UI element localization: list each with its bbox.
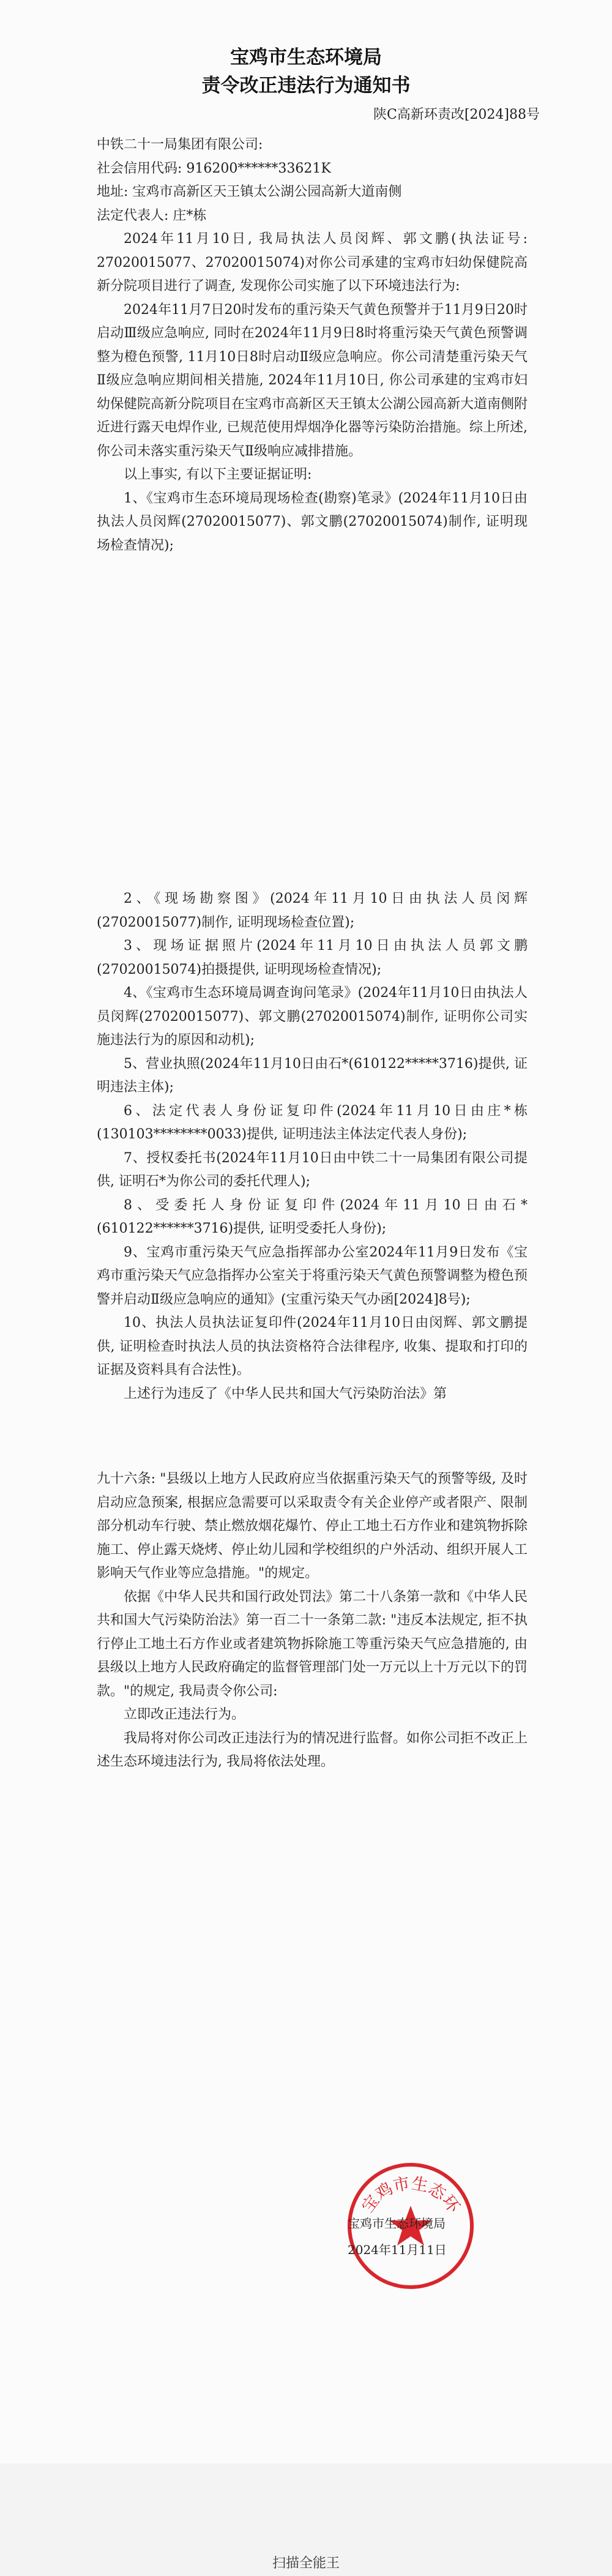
paragraph-order: 立即改正违法行为。	[124, 1707, 245, 1722]
evidence-item: 7、授权委托书(2024年11月10日由中铁二十一局集团有限公司提供, 证明石*为你公司的委托代理人);	[97, 1150, 528, 1189]
notice-title: 责令改正违法行为通知书	[201, 75, 411, 97]
signature-date: 2024年11月11日	[348, 2242, 447, 2257]
evidence-item: 5、营业执照(2024年11月10日由石*(610122*****3716)提供, 证明违法主体);	[97, 1056, 528, 1095]
document-body-part3	[97, 1468, 528, 1774]
scanner-app-name: 扫描全能王	[272, 2556, 340, 2571]
paragraph-investigation: 2024年11月10日, 我局执法人员闵辉、郭文鹏(执法证号: 27020015077、27020015074)对你公司承建的宝鸡市妇幼保健院高新分院项目进行了调查, 发现你公司实施了以下环境违法行为:	[97, 231, 528, 294]
paragraph-legal-basis: 依据《中华人民共和国行政处罚法》第二十八条第一款和《中华人民共和国大气污染防治法》第一百二十一条第二款: "违反本法规定, 拒不执行停止工地土石方作业或者建筑物拆除施工等重污染天气应急措施的, 由县级以上地方人民政府确定的监督管理部门处一万元以上十万元以下的罚款。"的规定, 我局责令你公司:	[97, 1589, 528, 1699]
paragraph-law-quote: 九十六条: "县级以上地方人民政府应当依据重污染天气的预警等级, 及时启动应急预案, 根据应急需要可以采取责令有关企业停产或者限产、限制部分机动车行驶、禁止燃放烟花爆竹、停止工地土石方作业和建筑物拆除施工、停止露天烧烤、停止幼儿园和学校组织的户外活动、组织开展人工影响天气作业等应急措施。"的规定。	[97, 1471, 528, 1581]
paragraph-facts: 2024年11月7日20时发布的重污染天气黄色预警并于11月9日20时启动Ⅲ级应急响应, 同时在2024年11月9日8时将重污染天气黄色预警调整为橙色预警, 11月10日8时启动Ⅱ级应急响应。你公司清楚重污染天气Ⅱ级应急响应期间相关措施, 2024年11月10日, 你公司承建的宝鸡市妇幼保健院高新分院项目在宝鸡市高新区天王镇太公湖公园高新大道南侧附近进行露天电焊作业, 已规范使用焊烟净化器等污染防治措施。综上所述, 你公司未落实重污染天气Ⅱ级响应减排措施。	[97, 302, 528, 459]
seal-text: 宝鸡市生态环	[358, 2174, 463, 2217]
document-body-part1	[97, 133, 528, 558]
paragraph-supervision: 我局将对你公司改正违法行为的情况进行监督。如你公司拒不改正上述生态环境违法行为, 我局将依法处理。	[97, 1730, 528, 1769]
evidence-item: 4、《宝鸡市生态环境局调查询问笔录》(2024年11月10日由执法人员闵辉(27020015077)、郭文鹏(27020015074)制作, 证明你公司实施违法行为的原因和动机);	[97, 985, 528, 1048]
evidence-item: 3、现场证据照片(2024年11月10日由执法人员郭文鹏(27020015074)拍摄提供, 证明现场检查情况);	[97, 938, 528, 977]
issuer-title: 宝鸡市生态环境局	[230, 47, 382, 69]
paragraph-violation: 上述行为违反了《中华人民共和国大气污染防治法》第	[124, 1386, 447, 1402]
party-address: 地址: 宝鸡市高新区天王镇太公湖公园高新大道南侧	[97, 184, 402, 200]
evidence-item: 6、法定代表人身份证复印件(2024年11月10日由庄*栋(130103********0033)提供, 证明违法主体法定代表人身份);	[97, 1103, 528, 1142]
party-name: 中铁二十一局集团有限公司:	[97, 137, 263, 152]
evidence-item: 8、受委托人身份证复印件(2024年11月10日由石*(610122******3716)提供, 证明受委托人身份);	[97, 1197, 528, 1236]
evidence-item: 2、《现场勘察图》(2024年11月10日由执法人员闵辉(27020015077)制作, 证明现场检查位置);	[97, 891, 528, 930]
evidence-item: 1、《宝鸡市生态环境局现场检查(勘察)笔录》(2024年11月10日由执法人员闵辉(27020015077)、郭文鹏(27020015074)制作, 证明现场检查情况);	[97, 490, 528, 553]
legal-representative: 法定代表人: 庄*栋	[97, 207, 207, 223]
document-body-part2	[97, 887, 528, 1406]
document-number: 陕C高新环责改[2024]88号	[373, 107, 540, 122]
evidence-item: 10、执法人员执法证复印件(2024年11月10日由闵辉、郭文鹏提供, 证明检查时执法人员的执法资格符合法律程序, 收集、提取和打印的证据及资料具有合法性)。	[97, 1315, 528, 1378]
evidence-item: 9、宝鸡市重污染天气应急指挥部办公室2024年11月9日发布《宝鸡市重污染天气应急指挥办公室关于将重污染天气黄色预警调整为橙色预警并启动Ⅱ级应急响应的通知》(宝重污染天气办函[2024]8号);	[97, 1244, 528, 1307]
paragraph-evidence-intro: 以上事实, 有以下主要证据证明:	[124, 467, 312, 482]
credit-code: 社会信用代码: 916200******33621K	[97, 160, 331, 176]
signature-organization: 宝鸡市生态环境局	[348, 2216, 446, 2231]
